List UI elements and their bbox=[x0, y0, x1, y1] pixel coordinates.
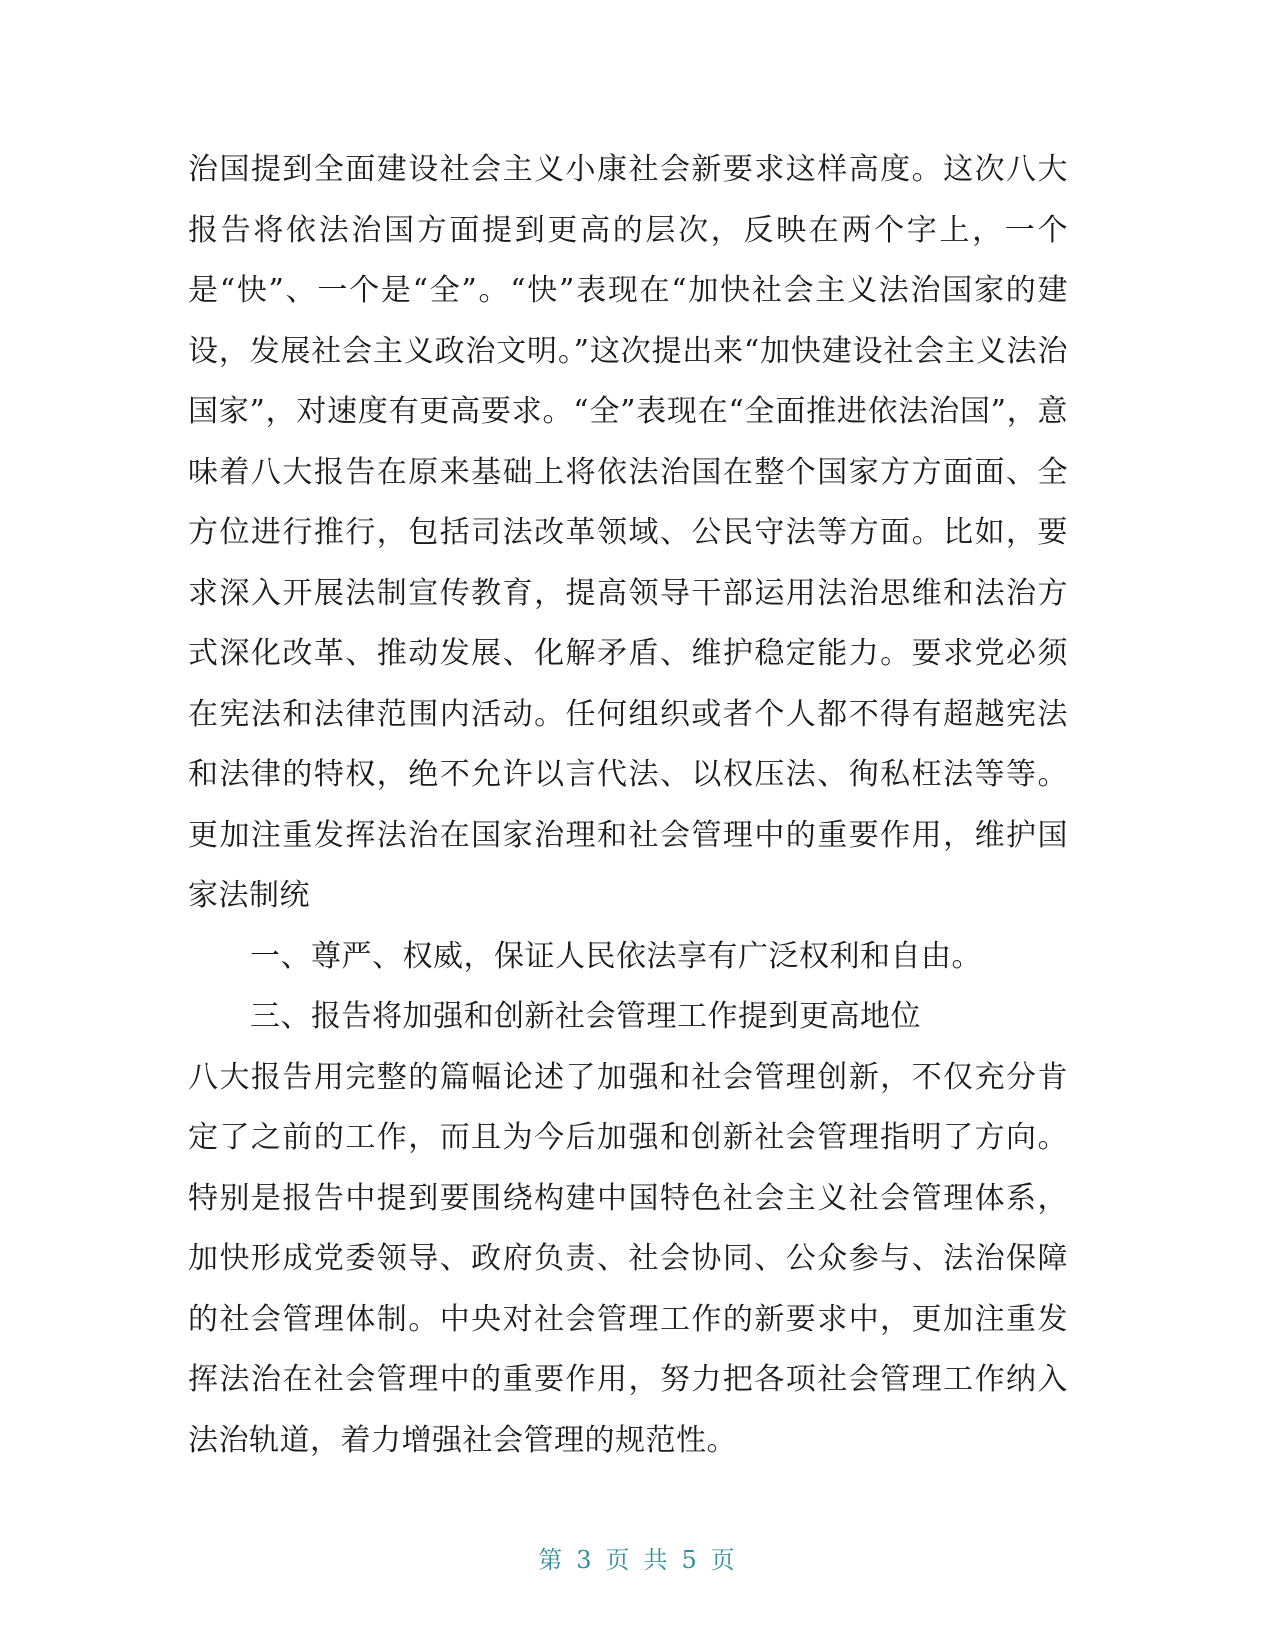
footer-label-page: 第 bbox=[538, 1546, 565, 1574]
page-footer bbox=[0, 1540, 1275, 1575]
footer-current-page: 3 bbox=[576, 1546, 594, 1574]
footer-label-page-unit: 页 bbox=[605, 1546, 632, 1574]
paragraph-social-management: 八大报告用完整的篇幅论述了加强和社会管理创新，不仅充分肯定了之前的工作，而且为今后加强和创新社会管理指明了方向。特别是报告中提到要围绕构建中国特色社会主义社会管理体系，加快形成党委领导、政府负责、社会协同、公众参与、法治保障的社会管理体制。中央对社会管理工作的新要求中，更加注重发挥法治在社会管理中的重要作用，努力把各项社会管理工作纳入法治轨道，着力增强社会管理的规范性。 bbox=[188, 1059, 1068, 1458]
footer-label-total-unit: 页 bbox=[710, 1546, 737, 1574]
section-heading-social-management: 三、报告将加强和创新社会管理工作提到更高地位 bbox=[250, 999, 921, 1034]
document-body bbox=[188, 140, 1068, 1471]
footer-label-total: 共 bbox=[643, 1546, 670, 1574]
paragraph-rule-of-law: 治国提到全面建设社会主义小康社会新要求这样高度。这次八大报告将依法治国方面提到更高的层次，反映在两个字上，一个是“快”、一个是“全”。“快”表现在“加快社会主义法治国家的建设，发展社会主义政治文明。”这次提出来“加快建设社会主义法治国家”，对速度有更高要求。“全”表现在“全面推进依法治国”，意味着八大报告在原来基础上将依法治国在整个国家方方面面、全方位进行推行，包括司法改革领域、公民守法等方面。比如，要求深入开展法制宣传教育，提高领导干部运用法治思维和法治方式深化改革、推动发展、化解矛盾、维护稳定能力。要求党必须在宪法和法律范围内活动。任何组织或者个人都不得有超越宪法和法律的特权，绝不允许以言代法、以权压法、徇私枉法等等。更加注重发挥法治在国家治理和社会管理中的重要作用，维护国家法制统 bbox=[188, 152, 1068, 913]
footer-total-pages: 5 bbox=[681, 1546, 699, 1574]
paragraph-dignity-authority: 一、尊严、权威，保证人民依法享有广泛权利和自由。 bbox=[250, 938, 982, 974]
